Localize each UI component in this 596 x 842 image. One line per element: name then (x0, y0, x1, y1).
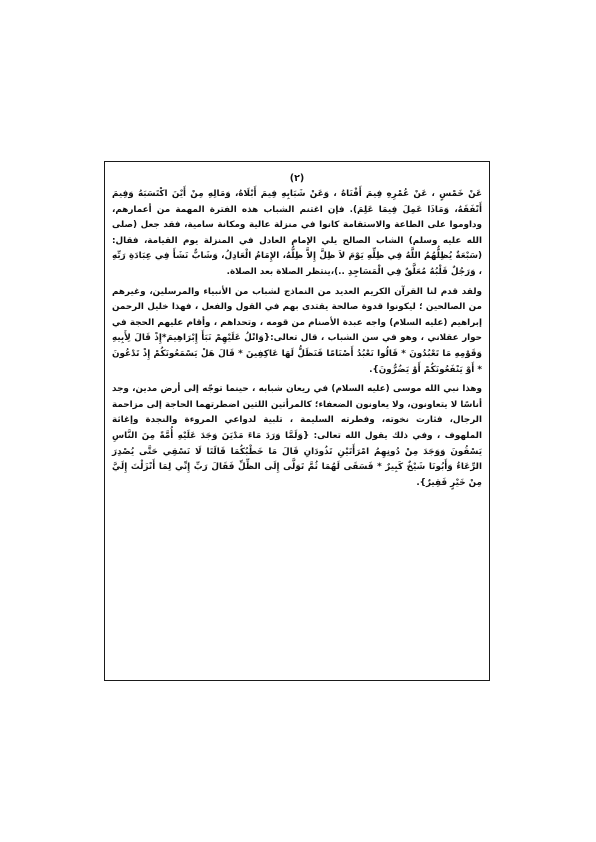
paragraph-text: وهذا نبي الله موسى (عليه السلام) في ريعان شبابه ، حينما توجّه إلى أرض مدين، وجد أناسًا لا يتعاونون، ولا يعاونون الضعفاء؛ كالمرأتين اللتين اضطرتهما الحاجة إلى مزاحمة الرجال، فثارت نخوته، وفطرته السليمة ، تلبية لدواعي المروءة والنجدة وإغاثة الملهوف ، وفي ذلك يقول الله تعالى: {وَلَمَّا وَرَدَ مَاءَ مَدْيَنَ وَجَدَ عَلَيْهِ أُمَّةً مِنَ النَّاسِ يَسْقُونَ وَوَجَدَ مِنْ دُونِهِمُ امْرَأَتَيْنِ تَذُودَانِ قَالَ مَا خَطْبُكُمَا قَالَتَا لَا نَسْقِي حَتَّى يُصْدِرَ الرِّعَاءُ وَأَبُونَا شَيْخٌ كَبِيرٌ * فَسَقَى لَهُمَا ثُمَّ تَوَلَّى إِلَى الظِّلِّ فَقَالَ رَبِّ إِنِّي لِمَا أَنْزَلْتَ إِلَيَّ مِنْ خَيْرٍ فَقِيرٌ}. (112, 384, 482, 488)
document-body (112, 187, 482, 491)
paragraph-text: عَنْ خَمْسٍ ، عَنْ عُمْرِهِ فِيمَ أَفْنَاهُ ، وَعَنْ شَبَابِهِ فِيمَ أَبْلَاهُ، وَمَالِهِ مِنْ أَيْنَ اكْتَسَبَهُ وَفِيمَ أَنْفَقَهُ، وَمَاذَا عَمِلَ فِيمَا عَلِمَ). فإن اغتنم الشباب هذه الفترة المهمة من أعمارهم، وداوموا على الطاعة والاستقامة كانوا في منزلة عالية ومكانة سامية، فقد جعل (صلى الله عليه وسلم) الشاب الصالح يلي الإمام العادل في المنزلة يوم القيامة، فقال: (سَبْعَةٌ يُظِلُّهُمُ اللَّهُ فِي ظِلِّهِ يَوْمَ لاَ ظِلَّ إِلاَّ ظِلُّهُ، الإِمَامُ الْعَادِلُ، وَشَابٌّ نَشَأَ فِي عِبَادَةِ رَبِّهِ ، وَرَجُلٌ قَلْبُهُ مُعَلَّقٌ فِي الْمَسَاجِدِ ..)،ينتظر الصلاة بعد الصلاة. (112, 189, 482, 277)
page-border-frame (104, 161, 490, 681)
paragraph-3 (112, 382, 482, 491)
paragraph-1 (112, 187, 482, 281)
paragraph-text: ولقد قدم لنا القرآن الكريم العديد من النماذج لشباب من الأنبياء والمرسلين، وغيرهم من الصالحين ؛ ليكونوا قدوة صالحة يقتدى بهم في القول والفعل ، فهذا خليل الرحمن إبراهيم (عليه السلام) واجه عبدة الأصنام من قومه ، وتحداهم ، وأقام عليهم الحجة في حوار عقلاني ، وهو في سن الشباب ، قال تعالى:{وَاتْلُ عَلَيْهِمْ نَبَأَ إِبْرَاهِيمَ*إِذْ قَالَ لِأَبِيهِ وَقَوْمِهِ مَا تَعْبُدُونَ * قَالُوا نَعْبُدُ أَصْنَامًا فَنَظَلُّ لَهَا عَاكِفِينَ * قَالَ هَلْ يَسْمَعُونَكُمْ إِذْ تَدْعُونَ * أَوْ يَنْفَعُونَكُمْ أَوْ يَضُرُّونَ}. (112, 286, 482, 375)
page-number: (٢) (289, 173, 305, 184)
paragraph-2 (112, 285, 482, 379)
